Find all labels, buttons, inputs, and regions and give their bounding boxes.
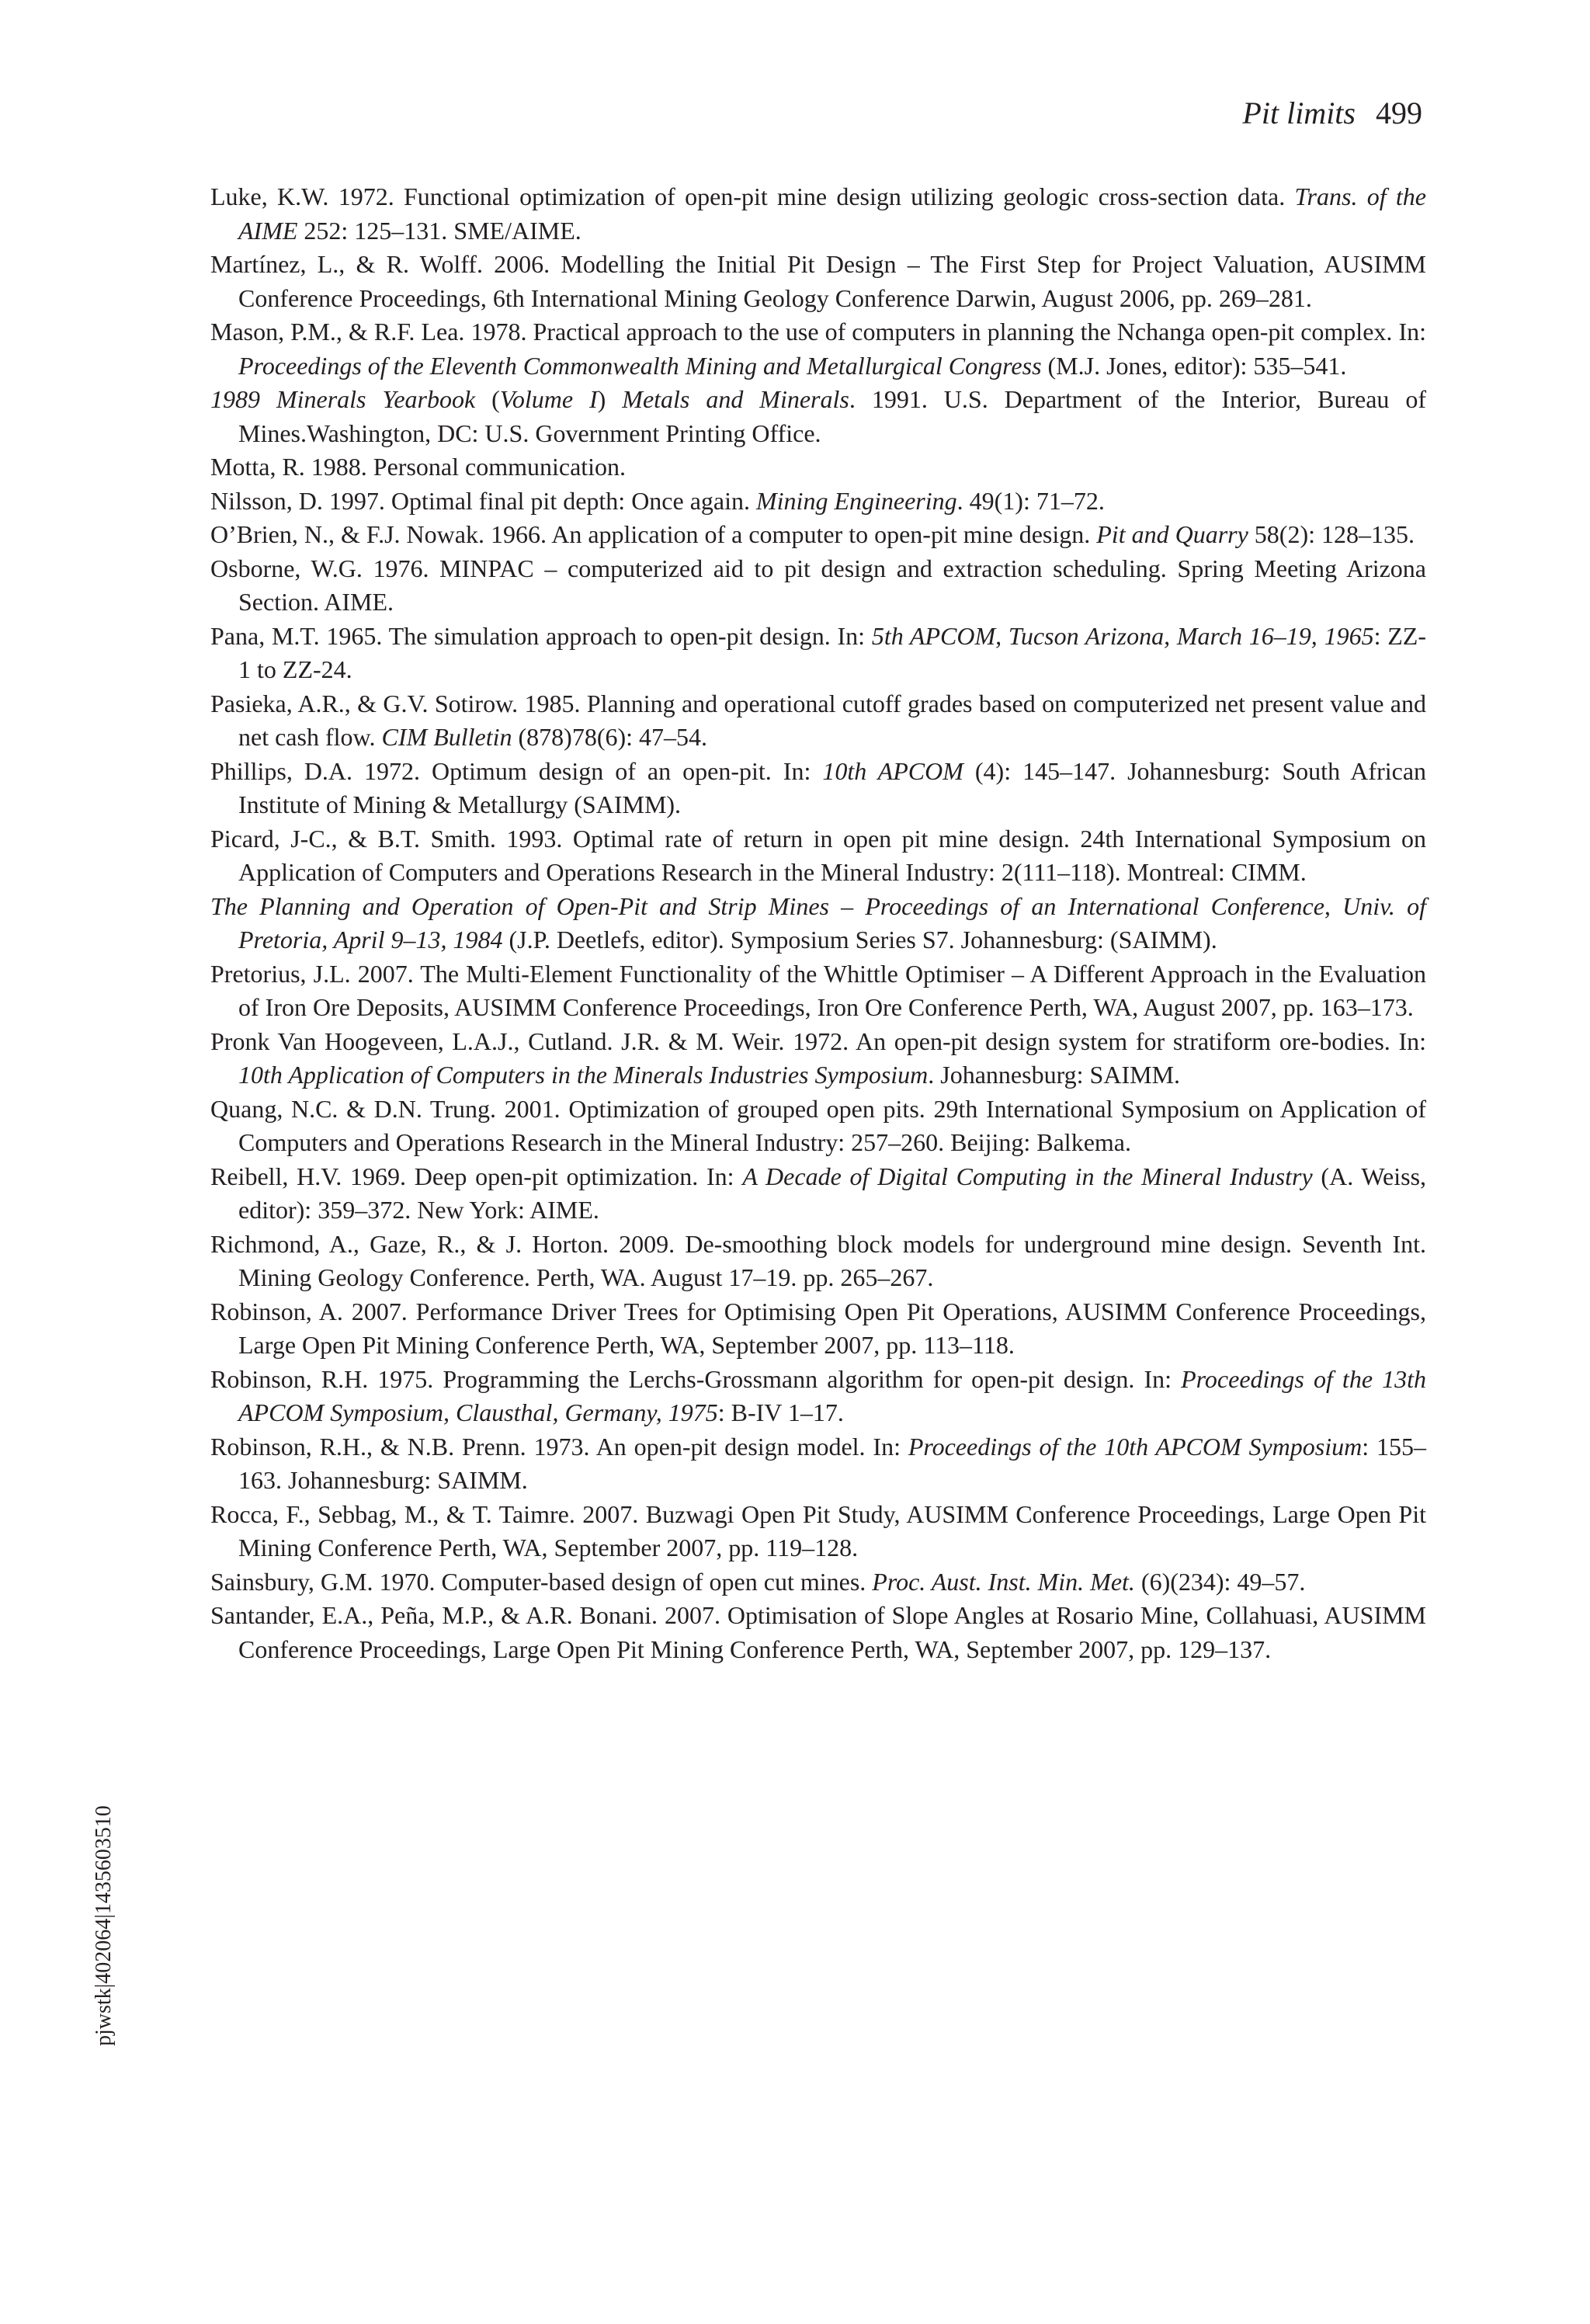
reference-text: 58(2): 128–135.: [1248, 520, 1415, 548]
reference-text: Richmond, A., Gaze, R., & J. Horton. 2009. De-smoothing block models for underground mine design. Seventh Int. Mining Geology Conference. Perth, WA. August 17–19. pp. 265–267.: [210, 1229, 1426, 1291]
reference-entry: [210, 315, 1426, 383]
reference-text: Mason, P.M., & R.F. Lea. 1978. Practical approach to the use of computers in planning the Nchanga open-pit complex. In:: [210, 318, 1426, 346]
reference-entry: [210, 890, 1426, 957]
reference-text: (4): 145–147. Johannesburg: South African Institute of Mining & Metallurgy (SAIMM).: [238, 756, 1427, 818]
reference-text: Sainsbury, G.M. 1970. Computer-based design of open cut mines.: [210, 1567, 873, 1596]
reference-text: . 1991. U.S. Department of the Interior, Bureau of Mines.Washington, DC: U.S. Government Printing Office.: [238, 385, 1427, 447]
reference-text: (878)78(6): 47–54.: [512, 723, 708, 751]
reference-entry: [210, 1093, 1426, 1160]
reference-entry: [210, 1228, 1426, 1295]
reference-text: ): [597, 385, 623, 413]
reference-italic-text: Proceedings of the 13th APCOM Symposium, Clausthal, Germany, 1975: [238, 1364, 1427, 1426]
reference-text: Reibell, H.V. 1969. Deep open-pit optimization. In:: [210, 1162, 743, 1190]
reference-entry: [210, 180, 1426, 248]
reference-entry: [210, 1565, 1426, 1600]
running-head-title: Pit limits: [1242, 96, 1356, 130]
reference-text: Rocca, F., Sebbag, M., & T. Taimre. 2007. Buzwagi Open Pit Study, AUSIMM Conference Proceedings, Large Open Pit Mining Conference Perth, WA, September 2007, pp. 119–128.: [210, 1499, 1426, 1561]
reference-text: Pretorius, J.L. 2007. The Multi-Element Functionality of the Whittle Optimiser – A Different Approach in the Evaluation of Iron Ore Deposits, AUSIMM Conference Proceedings, Iron Ore Conference Perth, WA, August 2007, pp. 163–173.: [210, 959, 1426, 1021]
reference-text: : ZZ-1 to ZZ-24.: [238, 621, 1427, 683]
reference-entry: [210, 1498, 1426, 1565]
reference-entry: [210, 383, 1426, 450]
reference-entry: [210, 1295, 1426, 1363]
reference-italic-text: CIM Bulletin: [381, 723, 512, 751]
reference-italic-text: The Planning and Operation of Open-Pit and Strip Mines – Proceedings of an International Conference, Univ. of Pretoria, April 9–13, 1984: [210, 891, 1426, 954]
reference-text: Pana, M.T. 1965. The simulation approach to open-pit design. In:: [210, 621, 872, 650]
reference-text: Robinson, R.H. 1975. Programming the Lerchs-Grossmann algorithm for open-pit design. In:: [210, 1364, 1182, 1393]
reference-entry: [210, 552, 1426, 620]
reference-text: 252: 125–131. SME/AIME.: [297, 216, 581, 245]
reference-italic-text: Trans. of the AIME: [238, 182, 1427, 245]
reference-text: Picard, J-C., & B.T. Smith. 1993. Optimal rate of return in open pit mine design. 24th International Symposium on Application of Computers and Operations Research in the Mineral Industry: 2(111–118). Montreal: CIMM.: [210, 824, 1426, 886]
reference-italic-text: Volume I: [499, 385, 598, 413]
reference-text: Quang, N.C. & D.N. Trung. 2001. Optimization of grouped open pits. 29th International Symposium on Application of Computers and Operations Research in the Mineral Industry: 257–260. Beijing: Balkema.: [210, 1094, 1426, 1156]
reference-text: Santander, E.A., Peña, M.P., & A.R. Bonani. 2007. Optimisation of Slope Angles at Rosario Mine, Collahuasi, AUSIMM Conference Proceedings, Large Open Pit Mining Conference Perth, WA, September 2007, pp. 129–137.: [210, 1601, 1426, 1663]
reference-italic-text: Proceedings of the Eleventh Commonwealth Mining and Metallurgical Congress: [238, 351, 1042, 380]
reference-italic-text: 1989 Minerals Yearbook: [210, 385, 476, 413]
reference-italic-text: Proceedings of the 10th APCOM Symposium: [908, 1432, 1363, 1461]
reference-entry: [210, 687, 1426, 755]
reference-text: Osborne, W.G. 1976. MINPAC – computerized aid to pit design and extraction scheduling. Spring Meeting Arizona Section. AIME.: [210, 554, 1426, 616]
reference-text: Robinson, R.H., & N.B. Prenn. 1973. An open-pit design model. In:: [210, 1432, 908, 1461]
reference-italic-text: Proc. Aust. Inst. Min. Met.: [872, 1567, 1135, 1596]
reference-text: O’Brien, N., & F.J. Nowak. 1966. An application of a computer to open-pit mine design.: [210, 520, 1097, 548]
reference-entry: [210, 1025, 1426, 1093]
reference-entry: [210, 1363, 1426, 1430]
reference-text: Robinson, A. 2007. Performance Driver Trees for Optimising Open Pit Operations, AUSIMM Conference Proceedings, Large Open Pit Mining Conference Perth, WA, September 2007, pp. 113–118.: [210, 1297, 1426, 1359]
reference-text: (J.P. Deetlefs, editor). Symposium Series S7. Johannesburg: (SAIMM).: [502, 926, 1217, 954]
reference-entry: [210, 620, 1426, 687]
reference-italic-text: Pit and Quarry: [1096, 520, 1248, 548]
reference-italic-text: 10th APCOM: [822, 756, 963, 785]
reference-text: : B-IV 1–17.: [717, 1398, 844, 1426]
reference-text: Luke, K.W. 1972. Functional optimization of open-pit mine design utilizing geologic cross-section data.: [210, 182, 1295, 210]
reference-text: (A. Weiss, editor): 359–372. New York: AIME.: [238, 1162, 1427, 1224]
reference-italic-text: Mining Engineering: [756, 486, 957, 515]
reference-list: [210, 180, 1426, 1666]
reference-text: (: [475, 385, 500, 413]
reference-text: : 155–163. Johannesburg: SAIMM.: [238, 1432, 1426, 1494]
reference-entry: [210, 248, 1426, 315]
reference-entry: [210, 518, 1426, 552]
reference-italic-text: Metals and Minerals: [622, 385, 849, 413]
reference-entry: [210, 1599, 1426, 1666]
reference-text: . 49(1): 71–72.: [956, 486, 1105, 515]
reference-italic-text: 5th APCOM, Tucson Arizona, March 16–19, 1965: [871, 621, 1374, 650]
reference-entry: [210, 450, 1426, 485]
reference-italic-text: 10th Application of Computers in the Minerals Industries Symposium: [238, 1061, 929, 1089]
reference-italic-text: A Decade of Digital Computing in the Mineral Industry: [742, 1162, 1313, 1190]
reference-text: Nilsson, D. 1997. Optimal final pit depth: Once again.: [210, 486, 756, 515]
reference-text: Martínez, L., & R. Wolff. 2006. Modelling the Initial Pit Design – The First Step for Project Valuation, AUSIMM Conference Proceedings, 6th International Mining Geology Conference Darwin, August 2006, pp. 269–281.: [210, 250, 1426, 312]
reference-text: . Johannesburg: SAIMM.: [928, 1061, 1181, 1089]
reference-text: Pasieka, A.R., & G.V. Sotirow. 1985. Planning and operational cutoff grades based on computerized net present value and net cash flow.: [210, 689, 1426, 751]
reference-text: (M.J. Jones, editor): 535–541.: [1041, 351, 1347, 380]
reference-entry: [210, 1160, 1426, 1228]
reference-text: Phillips, D.A. 1972. Optimum design of an open-pit. In:: [210, 756, 823, 785]
reference-entry: [210, 485, 1426, 519]
reference-entry: [210, 1430, 1426, 1498]
running-head: [1242, 92, 1422, 135]
page-number: 499: [1376, 96, 1422, 130]
reference-text: Motta, R. 1988. Personal communication.: [210, 453, 627, 481]
side-identifier: pjwstk|402064|1435603510: [92, 1805, 116, 2046]
reference-text: (6)(234): 49–57.: [1134, 1567, 1306, 1596]
reference-entry: [210, 822, 1426, 890]
reference-entry: [210, 755, 1426, 822]
reference-text: Pronk Van Hoogeveen, L.A.J., Cutland. J.R. & M. Weir. 1972. An open-pit design system for stratiform ore-bodies. In:: [210, 1027, 1426, 1055]
reference-entry: [210, 957, 1426, 1025]
